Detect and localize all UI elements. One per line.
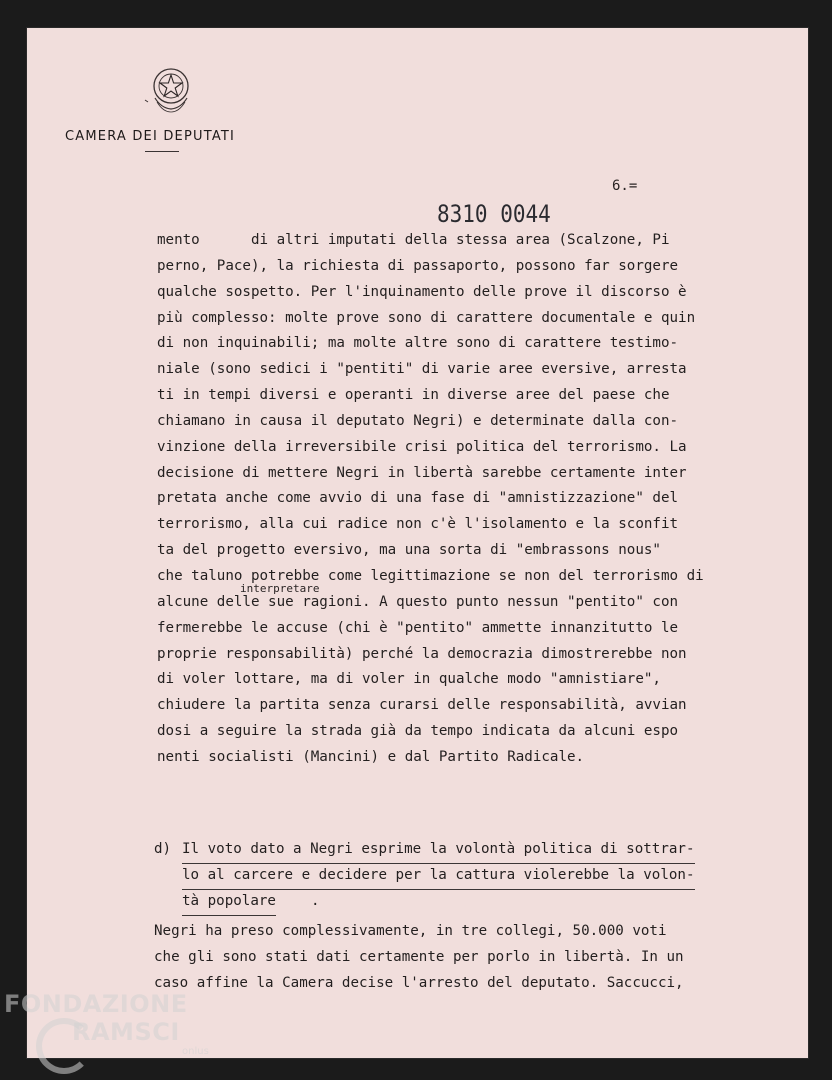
text-line: qualche sospetto. Per l'inquinamento delle prove il discorso è [157,283,687,300]
watermark-line2: RAMSCI [72,1018,180,1046]
text-line: mento di altri imputati della stessa area (Scalzone, Pi [157,232,670,248]
text-line: ta del progetto eversivo, ma una sorta di "embrassons nous" [157,542,661,559]
foundation-watermark [4,990,224,1070]
interlinear-note: interpretare [240,582,320,595]
watermark-suffix: onlus [182,1046,209,1057]
text-line: che taluno potrebbe come legittimazione se non del terrorismo di [157,567,704,584]
point-d-marker: d) [154,841,172,857]
header-divider [145,151,179,152]
text-line: che gli sono stati dati certamente per porlo in libertà. In un [154,948,684,965]
text-line: terrorismo, alla cui radice non c'è l'isolamento e la sconfit [157,516,679,533]
text-line: chiamano in causa il deputato Negri) e determinate dalla con- [157,412,679,429]
document-page [27,28,808,1058]
text-line: decisione di mettere Negri in libertà sarebbe certamente inter [157,464,687,481]
point-d-line: tà popolare [182,888,276,916]
text-line: perno, Pace), la richiesta di passaporto, possono far sorgere [157,257,679,274]
text-line: fermerebbe le accuse (chi è "pentito" ammette innanzitutto le [157,619,679,636]
text-line: vinzione della irreversibile crisi politica del terrorismo. La [157,438,687,455]
text-line: dosi a seguire la strada già da tempo indicata da alcuni espo [157,723,679,740]
text-line: nenti socialisti (Mancini) e dal Partito Radicale. [157,748,585,765]
text-line: di voler lottare, ma di voler in qualche modo "amnistiare", [157,671,661,688]
point-d-line: lo al carcere e decidere per la cattura violerebbe la volon- [182,862,695,890]
body-paragraph [157,228,747,771]
text-line: ti in tempi diversi e operanti in diverse aree del paese che [157,387,670,404]
chamber-name: CAMERA DEI DEPUTATI [65,129,236,144]
point-d-line: Il voto dato a Negri esprime la volontà politica di sottrar- [182,836,695,864]
closing-paragraph [154,918,754,996]
point-d-period: . [311,893,320,909]
text-line: proprie responsabilità) perché la democrazia dimostrerebbe non [157,645,687,662]
archive-stamp-number: 8310 0044 [437,200,551,228]
text-line: pretata anche come avvio di una fase di "amnistizzazione" del [157,490,679,507]
text-line: di non inquinabili; ma molte altre sono di carattere testimo- [157,335,679,352]
text-line: chiudere la partita senza curarsi delle responsabilità, avvian [157,697,687,714]
text-line: più complesso: molte prove sono di carattere documentale e quin [157,309,696,326]
text-line: alcune delle sue ragioni. A questo punto nessun "pentito" con [157,593,679,610]
watermark-line1: FONDAZIONE [4,990,188,1018]
text-line: niale (sono sedici i "pentiti" di varie aree eversive, arresta [157,361,687,378]
text-line: caso affine la Camera decise l'arresto del deputato. Saccucci, [154,974,684,991]
text-line: Negri ha preso complessivamente, in tre collegi, 50.000 voti [154,923,667,939]
page-number: 6.= [612,178,638,194]
italian-republic-emblem-icon [143,62,195,118]
